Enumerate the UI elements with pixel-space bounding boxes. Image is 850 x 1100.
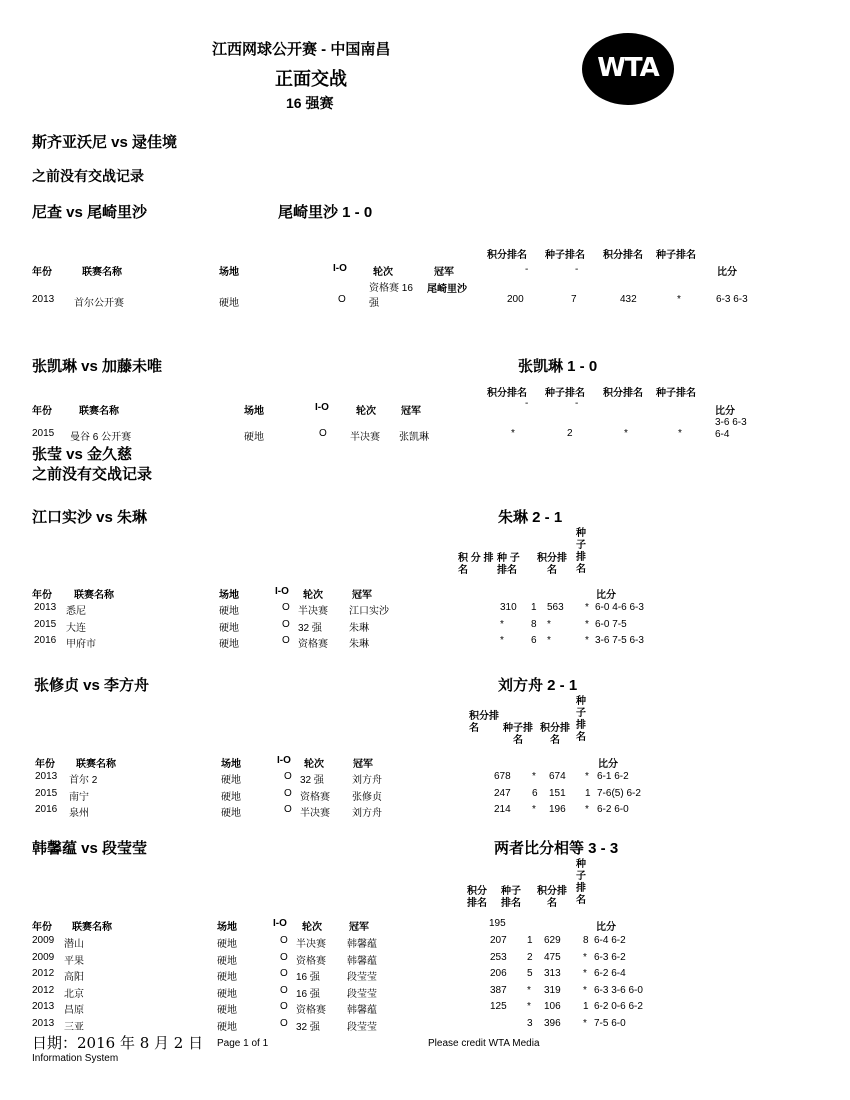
row-round: 16 强 (296, 988, 320, 1000)
row-year: 2012 (32, 968, 55, 979)
row-seed1: 8 (531, 618, 537, 630)
m5-col-surface: 场地 (219, 590, 239, 601)
row-rank2: 396 (544, 1017, 561, 1029)
row-surface: 硬地 (217, 1005, 237, 1016)
row-year: 2016 (35, 804, 58, 815)
m3-col-winner: 冠军 (401, 406, 421, 417)
row-io: O (284, 804, 292, 815)
row-seed2: * (585, 771, 589, 782)
row-rank1: 206 (490, 968, 507, 979)
row-winner: 张凯琳 (399, 432, 429, 443)
row-round: 资格赛 (300, 791, 330, 803)
row-surface: 硬地 (217, 1021, 237, 1033)
row-rank2: * (547, 618, 551, 630)
row-winner: 刘方舟 (352, 775, 382, 786)
row-score: 3-6 7-5 6-3 (595, 635, 644, 646)
row-rank2: 196 (549, 804, 566, 815)
row-io: O (280, 935, 288, 946)
row-round: 资格赛 (296, 1005, 326, 1016)
row-rank1: 125 (490, 1001, 507, 1012)
m7-hdr-rank1: 积分 排名 (467, 886, 487, 909)
m3-col-year: 年份 (32, 406, 52, 417)
m2-col-round: 轮次 (373, 267, 393, 278)
m2-col-score: 比分 (717, 267, 737, 278)
row-round: 资格赛 (296, 955, 326, 967)
row-event: 大连 (66, 622, 86, 634)
row-seed1: * (527, 984, 531, 996)
m5-col-io: I-O (275, 586, 289, 597)
match-3-players: 张凯琳 vs 加藤未唯 (32, 358, 163, 375)
row-score: 6-3 3-6 6-0 (594, 984, 643, 996)
match-4-players: 张莹 vs 金久慈 (32, 446, 133, 463)
m2-hdr-seed2: 种子排名 (656, 250, 696, 261)
row-round-line1: 资格赛 16 (369, 283, 413, 294)
row-rank2: 629 (544, 935, 561, 946)
match-6-result: 刘方舟 2 - 1 (498, 677, 578, 694)
m6-col-io: I-O (277, 755, 291, 766)
row-rank2: * (547, 635, 551, 646)
row-seed1: 2 (567, 428, 573, 439)
m7-hdr-seed2: 种 子 排 名 (576, 859, 586, 906)
match-5-players: 江口实沙 vs 朱琳 (32, 509, 148, 526)
row-surface: 硬地 (217, 939, 237, 950)
m6-col-round: 轮次 (304, 759, 324, 770)
m2-col-year: 年份 (32, 267, 52, 278)
m2-col-surface: 场地 (219, 267, 239, 278)
m7-extra-rank: 195 (489, 918, 506, 929)
row-event: 高阳 (64, 972, 84, 983)
row-round: 32 强 (300, 775, 324, 786)
row-event: 南宁 (69, 791, 89, 803)
m6-hdr-seed1: 种子排 名 (503, 723, 533, 746)
row-score: 6-1 6-2 (597, 771, 629, 782)
row-score: 6-0 7-5 (595, 618, 627, 630)
m5-col-round: 轮次 (303, 590, 323, 601)
row-winner: 韩馨蕴 (347, 955, 377, 967)
row-winner: 段莹莹 (347, 972, 377, 983)
row-event: 昌原 (64, 1005, 84, 1016)
row-seed1: 1 (527, 935, 533, 946)
row-winner: 段莹莹 (347, 988, 377, 1000)
m5-col-event: 联赛名称 (74, 590, 114, 601)
row-year: 2012 (32, 984, 55, 996)
row-io: O (280, 984, 288, 996)
match-5-result: 朱琳 2 - 1 (498, 509, 563, 526)
row-seed2: 1 (585, 787, 591, 799)
row-io: O (338, 294, 346, 305)
row-winner: 段莹莹 (347, 1021, 377, 1033)
footer-credit: Please credit WTA Media (428, 1038, 540, 1049)
m2-dash-2: - (575, 264, 579, 275)
m5-col-year: 年份 (32, 590, 52, 601)
m7-hdr-rank2: 积分排 名 (537, 886, 567, 909)
row-score-line1: 3-6 6-3 (715, 417, 747, 428)
row-surface: 硬地 (221, 791, 241, 803)
m7-col-surface: 场地 (217, 922, 237, 933)
row-winner: 韩馨蕴 (347, 939, 377, 950)
m5-col-winner: 冠军 (352, 590, 372, 601)
row-year: 2015 (32, 428, 55, 439)
row-score: 6-0 4-6 6-3 (595, 602, 644, 613)
row-io: O (319, 428, 327, 439)
m2-hdr-rank1: 积分排名 (487, 250, 527, 261)
m2-col-winner: 冠军 (434, 267, 454, 278)
row-surface: 硬地 (219, 622, 239, 634)
row-rank1: * (500, 618, 504, 630)
row-score: 6-2 0-6 6-2 (594, 1001, 643, 1012)
row-event: 甲府市 (66, 639, 96, 650)
row-seed2: * (585, 618, 589, 630)
row-rank1: 310 (500, 602, 517, 613)
row-year: 2015 (35, 787, 58, 799)
match-2-result: 尾崎里沙 1 - 0 (278, 204, 373, 221)
match-4-note: 之前没有交战记录 (32, 466, 153, 483)
row-rank1: 678 (494, 771, 511, 782)
row-surface: 硬地 (244, 432, 264, 443)
row-seed2: * (583, 1017, 587, 1029)
row-rank2: 319 (544, 984, 561, 996)
row-round: 半决赛 (300, 808, 330, 819)
m6-col-score: 比分 (598, 759, 618, 770)
m5-hdr-rank2: 积分排 名 (537, 553, 567, 576)
m5-hdr-seed2: 种 子 排 名 (576, 528, 586, 575)
row-seed1: * (527, 1001, 531, 1012)
row-io: O (280, 1001, 288, 1012)
row-seed1: * (532, 771, 536, 782)
row-seed2: * (677, 294, 681, 305)
row-year: 2013 (32, 1001, 55, 1012)
m3-col-event: 联赛名称 (79, 406, 119, 417)
tournament-title: 江西网球公开赛 - 中国南昌 (212, 41, 391, 58)
row-io: O (282, 602, 290, 613)
row-seed1: 1 (531, 602, 537, 613)
row-event: 平果 (64, 955, 84, 967)
row-surface: 硬地 (217, 988, 237, 1000)
row-year: 2016 (34, 635, 57, 646)
m6-hdr-seed2: 种 子 排 名 (576, 696, 586, 743)
row-winner: 张修贞 (352, 791, 382, 803)
match-1-players: 斯齐亚沃尼 vs 逯佳境 (32, 134, 178, 151)
m3-hdr-rank1: 积分排名 (487, 388, 527, 399)
row-seed2: * (583, 968, 587, 979)
row-surface: 硬地 (217, 972, 237, 983)
m7-col-round: 轮次 (302, 922, 322, 933)
m7-col-winner: 冠军 (349, 922, 369, 933)
row-event: 三亚 (64, 1021, 84, 1033)
row-surface: 硬地 (219, 639, 239, 650)
row-rank2: * (624, 428, 628, 439)
row-seed1: 6 (532, 787, 538, 799)
row-seed1: 7 (571, 294, 577, 305)
row-year: 2013 (32, 294, 55, 305)
m3-col-round: 轮次 (356, 406, 376, 417)
match-7-result: 两者比分相等 3 - 3 (494, 840, 619, 857)
m6-col-event: 联赛名称 (76, 759, 116, 770)
m5-hdr-seed1: 种 子 排名 (497, 553, 520, 576)
row-seed2: 8 (583, 935, 589, 946)
m6-hdr-rank2: 积分排 名 (540, 723, 570, 746)
m2-dash-1: - (525, 264, 529, 275)
row-round: 资格赛 (298, 639, 328, 650)
row-round-line2: 强 (369, 298, 379, 309)
row-seed1: 2 (527, 951, 533, 963)
m7-col-year: 年份 (32, 922, 52, 933)
row-score: 6-2 6-4 (594, 968, 626, 979)
row-surface: 硬地 (217, 955, 237, 967)
row-score: 6-2 6-0 (597, 804, 629, 815)
m6-col-year: 年份 (35, 759, 55, 770)
page-title: 正面交战 (275, 69, 347, 89)
m3-hdr-rank2: 积分排名 (603, 388, 643, 399)
round-title: 16 强赛 (286, 95, 334, 111)
m2-col-io: I-O (333, 263, 347, 274)
row-rank1: 200 (507, 294, 524, 305)
row-io: O (282, 618, 290, 630)
row-seed2: * (583, 951, 587, 963)
m3-dash-2: - (575, 398, 579, 409)
m3-col-io: I-O (315, 402, 329, 413)
row-year: 2013 (35, 771, 58, 782)
m2-col-event: 联赛名称 (82, 267, 122, 278)
m3-hdr-seed1: 种子排名 (545, 388, 585, 399)
row-year: 2009 (32, 935, 55, 946)
row-round: 半决赛 (296, 939, 326, 950)
row-winner: 韩馨蕴 (347, 1005, 377, 1016)
row-score: 6-3 6-3 (716, 294, 748, 305)
row-year: 2013 (32, 1017, 55, 1029)
m3-col-surface: 场地 (244, 406, 264, 417)
row-seed1: 6 (531, 635, 537, 646)
row-year: 2013 (34, 602, 57, 613)
row-seed1: 5 (527, 968, 533, 979)
row-rank2: 674 (549, 771, 566, 782)
wta-logo (582, 33, 674, 105)
row-seed2: * (585, 635, 589, 646)
row-score: 7-5 6-0 (594, 1017, 626, 1029)
m5-hdr-rank1: 积 分 排名 (458, 553, 494, 576)
row-seed2: * (678, 428, 682, 439)
row-event: 首尔 2 (69, 775, 98, 786)
match-1-note: 之前没有交战记录 (32, 168, 144, 184)
row-io: O (280, 968, 288, 979)
row-rank1: 214 (494, 804, 511, 815)
row-rank2: 475 (544, 951, 561, 963)
row-io: O (280, 1017, 288, 1029)
m7-hdr-seed1: 种子 排名 (501, 886, 521, 909)
m7-col-event: 联赛名称 (72, 922, 112, 933)
footer-system: Information System (32, 1053, 119, 1064)
row-io: O (284, 771, 292, 782)
row-surface: 硬地 (219, 298, 239, 309)
row-surface: 硬地 (219, 606, 239, 617)
row-score: 6-3 6-2 (594, 951, 626, 963)
row-winner: 尾崎里沙 (427, 284, 467, 295)
row-round: 32 强 (296, 1021, 320, 1033)
row-io: O (280, 951, 288, 963)
row-winner: 朱琳 (349, 639, 369, 650)
row-winner: 江口实沙 (349, 606, 389, 617)
row-surface: 硬地 (221, 775, 241, 786)
row-event: 首尔公开赛 (74, 298, 124, 309)
match-3-result: 张凯琳 1 - 0 (518, 358, 598, 375)
row-year: 2009 (32, 951, 55, 963)
row-score: 7-6(5) 6-2 (597, 787, 641, 799)
row-event: 悉尼 (66, 606, 86, 617)
m6-hdr-rank1: 积分排 名 (469, 711, 499, 734)
row-rank2: 106 (544, 1001, 561, 1012)
m6-col-winner: 冠军 (353, 759, 373, 770)
match-7-players: 韩馨蕴 vs 段莹莹 (32, 840, 148, 857)
row-seed2: 1 (583, 1001, 589, 1012)
m2-hdr-rank2: 积分排名 (603, 250, 643, 261)
footer-date: 日期：2016 年 8 月 2 日 (32, 1034, 204, 1052)
row-event: 潜山 (64, 939, 84, 950)
row-round: 16 强 (296, 972, 320, 983)
row-io: O (284, 787, 292, 799)
m7-col-io: I-O (273, 918, 287, 929)
row-rank1: 387 (490, 984, 507, 996)
row-surface: 硬地 (221, 808, 241, 819)
row-rank1: * (500, 635, 504, 646)
row-score: 6-4 6-2 (594, 935, 626, 946)
row-score-line2: 6-4 (715, 429, 730, 440)
row-rank2: 432 (620, 294, 637, 305)
m6-col-surface: 场地 (221, 759, 241, 770)
row-rank1: 253 (490, 951, 507, 963)
row-round: 半决赛 (350, 432, 380, 443)
row-event: 泉州 (69, 808, 89, 819)
match-2-players: 尼查 vs 尾崎里沙 (32, 204, 148, 221)
row-winner: 朱琳 (349, 622, 369, 634)
footer-page: Page 1 of 1 (217, 1038, 269, 1049)
row-event: 曼谷 6 公开赛 (70, 432, 132, 443)
m3-col-score: 比分 (715, 406, 735, 417)
row-seed2: * (583, 984, 587, 996)
m5-col-score: 比分 (596, 590, 616, 601)
row-round: 32 强 (298, 622, 322, 634)
wta-logo-text: WTA (597, 53, 659, 83)
row-event: 北京 (64, 988, 84, 1000)
row-seed2: * (585, 602, 589, 613)
row-rank2: 563 (547, 602, 564, 613)
row-rank2: 151 (549, 787, 566, 799)
row-rank1: 247 (494, 787, 511, 799)
m3-dash-1: - (525, 398, 529, 409)
match-6-players: 张修贞 vs 李方舟 (34, 677, 150, 694)
m7-col-score: 比分 (596, 922, 616, 933)
row-rank1: * (511, 428, 515, 439)
row-year: 2015 (34, 618, 57, 630)
row-io: O (282, 635, 290, 646)
row-seed1: * (532, 804, 536, 815)
row-seed2: * (585, 804, 589, 815)
row-seed1: 3 (527, 1017, 533, 1029)
row-rank1: 207 (490, 935, 507, 946)
row-round: 半决赛 (298, 606, 328, 617)
m3-hdr-seed2: 种子排名 (656, 388, 696, 399)
row-rank2: 313 (544, 968, 561, 979)
row-winner: 刘方舟 (352, 808, 382, 819)
m2-hdr-seed1: 种子排名 (545, 250, 585, 261)
